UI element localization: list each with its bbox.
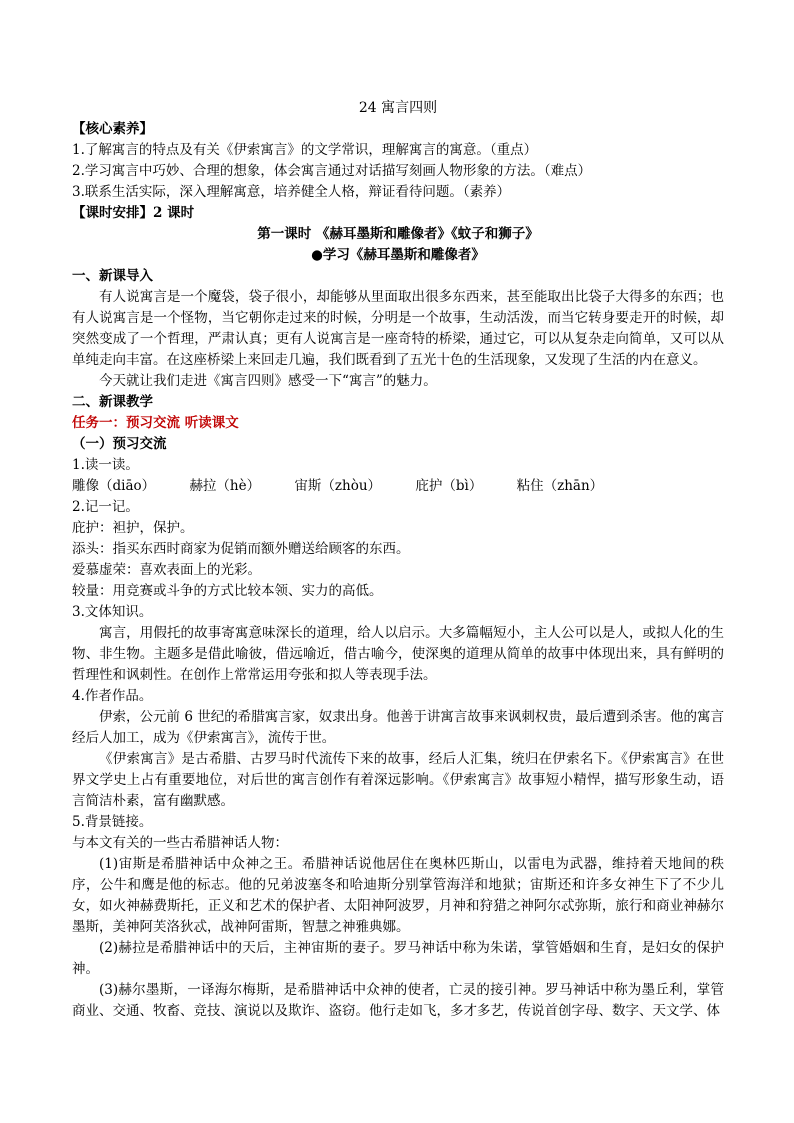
- document-page: [72, 98, 724, 1022]
- background-label: 5.背景链接。: [72, 814, 153, 830]
- reading-item: 宙斯（zhòu）: [294, 478, 382, 494]
- author-label: 4.作者作品。: [72, 688, 153, 704]
- subsection-heading: （一）预习交流: [72, 436, 167, 452]
- lesson-heading: 第一课时 《赫耳墨斯和雕像者》《蚊子和狮子》: [257, 226, 539, 242]
- study-heading: ●学习《赫耳墨斯和雕像者》: [311, 247, 485, 263]
- author-paragraph-1: 伊索，公元前 6 世纪的希腊寓言家，奴隶出身。他善于讲寓言故事来讽刺权贵，最后遭到杀害。他的寓言经后人加工，成为《伊索寓言》，流传于世。: [72, 709, 724, 746]
- goal-2: 2.学习寓言中巧妙、合理的想象，体会寓言通过对话描写刻画人物形象的方法。（难点）: [72, 163, 592, 179]
- task-heading: 任务一：预习交流 听读课文: [72, 415, 239, 431]
- myth-paragraph-2: (2)赫拉是希腊神话中的天后，主神宙斯的妻子。罗马神话中称为朱诺，掌管婚姻和生育，是妇女的保护神。: [72, 940, 724, 977]
- read-label: 1.读一读。: [72, 457, 139, 473]
- reading-item: 庇护（bì）: [415, 478, 483, 494]
- reading-item: 赫拉（hè）: [189, 478, 261, 494]
- section-heading-teaching: 二、新课教学: [72, 394, 153, 410]
- goal-1: 1.了解寓言的特点及有关《伊索寓言》的文学常识，理解寓言的寓意。（重点）: [72, 142, 538, 158]
- word-entry: 较量：用竞赛或斗争的方式比较本领、实力的高低。: [72, 583, 383, 599]
- intro-paragraph: 有人说寓言是一个魔袋，袋子很小，却能够从里面取出很多东西来，甚至能取出比袋子大得多的东西；也有人说寓言是一个怪物，当它朝你走过来的时候，分明是一个故事，生动活泼，而当它转身要走开的时候，却突然变成了一个哲理，严肃认真；更有人说寓言是一座奇特的桥梁，通过它，可以从复杂走向简单，又可以从单纯走向丰富。在这座桥梁上来回走几遍，我们既看到了五光十色的生活现象，又发现了生活的内在意义。: [72, 289, 724, 368]
- genre-paragraph: 寓言，用假托的故事寄寓意味深长的道理，给人以启示。大多篇幅短小，主人公可以是人，或拟人化的生物、非生物。主题多是借此喻彼，借远喻近，借古喻今，使深奥的道理从简单的故事中体现出来，具有鲜明的哲理性和讽刺性。在创作上常常运用夸张和拟人等表现手法。: [72, 625, 724, 683]
- reading-item: 雕像（diāo）: [72, 478, 156, 494]
- myth-paragraph-1: (1)宙斯是希腊神话中众神之王。希腊神话说他居住在奥林匹斯山，以雷电为武器，维持着天地间的秩序，公牛和鹰是他的标志。他的兄弟波塞冬和哈迪斯分别掌管海洋和地狱；宙斯还和许多女神生下了不少儿女，如火神赫费斯托，正义和艺术的保护者、太阳神阿波罗，月神和狩猎之神阿尔忒弥斯，旅行和商业神赫尔墨斯，美神阿芙洛狄忒，战神阿雷斯，智慧之神雅典娜。: [72, 856, 724, 935]
- word-entry: 庇护：袒护，保护。: [72, 520, 194, 536]
- word-entry: 添头：指买东西时商家为促销而额外赠送给顾客的东西。: [72, 541, 410, 557]
- word-entry: 爱慕虚荣：喜欢表面上的光彩。: [72, 562, 261, 578]
- schedule: 【课时安排】2 课时: [72, 205, 195, 221]
- intro-paragraph-2: 今天就让我们走进《寓言四则》感受一下“寓言”的魅力。: [99, 373, 437, 389]
- readings-row: [72, 476, 724, 497]
- core-label: 【核心素养】: [72, 121, 153, 137]
- page-title: 24 寓言四则: [358, 100, 438, 116]
- remember-label: 2.记一记。: [72, 499, 139, 515]
- genre-label: 3.文体知识。: [72, 604, 153, 620]
- author-paragraph-2: 《伊索寓言》是古希腊、古罗马时代流传下来的故事，经后人汇集，统归在伊索名下。《伊索寓言》在世界文学史上占有重要地位，对后世的寓言创作有着深远影响。《伊索寓言》故事短小精悍，描写形象生动，语言简洁朴素，富有幽默感。: [72, 751, 724, 809]
- goal-3: 3.联系生活实际，深入理解寓意，培养健全人格，辩证看待问题。（素养）: [72, 184, 511, 200]
- reading-item: 粘住（zhān）: [516, 478, 604, 494]
- background-intro: 与本文有关的一些古希腊神话人物：: [72, 835, 288, 851]
- section-heading-intro: 一、新课导入: [72, 268, 153, 284]
- myth-paragraph-3: (3)赫尔墨斯，一译海尔梅斯，是希腊神话中众神的使者，亡灵的接引神。罗马神话中称为墨丘利，掌管商业、交通、牧畜、竞技、演说以及欺诈、盗窃。他行走如飞，多才多艺，传说首创字母、数字、天文学、体: [72, 982, 724, 1019]
